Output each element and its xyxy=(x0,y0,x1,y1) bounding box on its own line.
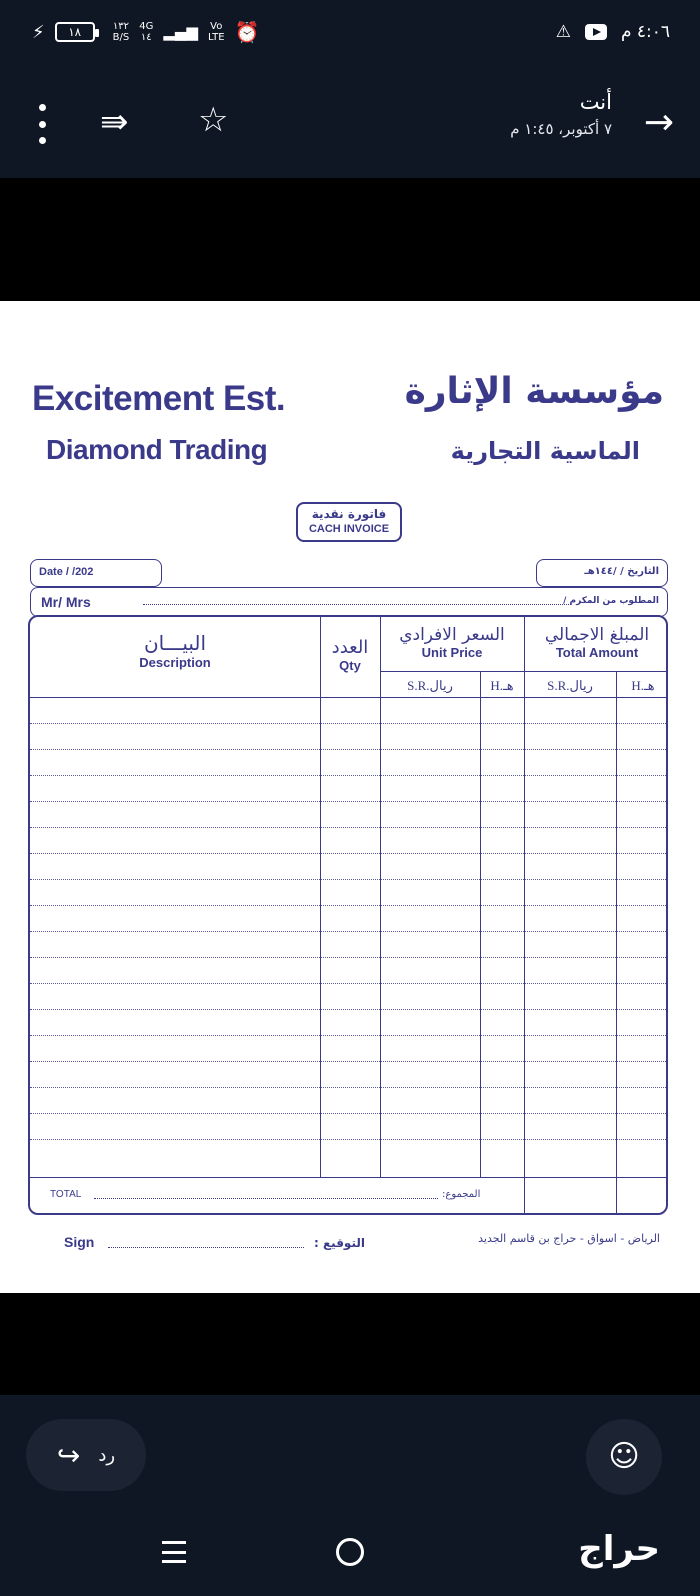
sign-label-en: Sign xyxy=(64,1234,95,1250)
home-icon[interactable] xyxy=(336,1538,364,1566)
battery-level: ١٨ xyxy=(55,22,95,42)
col-unit-price: السعر الافرادي Unit Price xyxy=(399,625,505,660)
brand-subtitle-ar: الماسية التجارية xyxy=(450,437,640,465)
brand-subtitle-en: Diamond Trading xyxy=(46,434,268,465)
unit-h-header: H.هـ xyxy=(490,678,514,693)
total-sr-header: S.R.ريال xyxy=(547,678,593,693)
invoice-table xyxy=(28,615,668,1215)
customer-field xyxy=(30,587,668,617)
col-qty: العدد Qty xyxy=(331,637,369,673)
star-icon[interactable]: ☆ xyxy=(198,100,229,140)
total-h-header: H.هـ xyxy=(631,678,655,693)
date-field-ar: التاريخ / /١٤٤هـ xyxy=(536,559,668,587)
forward-icon[interactable]: ⇛ xyxy=(100,102,129,142)
volte-indicator: Vo LTE xyxy=(207,21,225,43)
reply-label: رد xyxy=(98,1444,116,1466)
viewer-header xyxy=(0,72,700,178)
charging-icon: ⚡ xyxy=(32,21,45,43)
col-total-amount: المبلغ الاجمالي Total Amount xyxy=(544,625,650,660)
address: الرياض - اسواق - حراج بن قاسم الجديد xyxy=(478,1232,660,1245)
battery-indicator xyxy=(55,22,95,42)
sign-label-ar: التوقيع : xyxy=(314,1236,365,1250)
recents-icon[interactable] xyxy=(162,1541,186,1563)
reply-arrow-icon: ↪ xyxy=(56,1438,81,1472)
col-description: البيـــان Description xyxy=(139,631,211,670)
total-label-ar: المجموع: xyxy=(442,1189,481,1200)
brand-name-ar: مؤسسة الإثارة xyxy=(404,371,664,412)
alarm-icon: ⏰ xyxy=(234,20,260,44)
customer-label-ar: المطلوب من المكرم / xyxy=(563,596,659,606)
total-label-en: TOTAL xyxy=(50,1189,82,1200)
sender-name: أنت xyxy=(579,90,612,114)
sender-info xyxy=(510,90,612,138)
notification-icon: ⚠ xyxy=(555,22,571,42)
invoice-image[interactable] xyxy=(0,301,700,1293)
message-date: ٧ أكتوبر، ١:٤٥ م xyxy=(510,120,612,138)
network-speed: ١٣٢ B/S xyxy=(112,21,130,43)
emoji-icon: ☺ xyxy=(608,1439,640,1474)
clock: ٤:٠٦ م xyxy=(620,22,670,42)
date-field-en: Date / /202 xyxy=(30,559,162,587)
status-bar xyxy=(0,0,700,72)
brand-name-en: Excitement Est. xyxy=(32,379,286,418)
network-type: 4G ١٤ xyxy=(139,21,154,43)
add-reaction-button[interactable] xyxy=(586,1419,662,1495)
bottom-bar xyxy=(0,1395,700,1596)
haraj-logo: حراج xyxy=(578,1529,660,1569)
reply-button[interactable] xyxy=(26,1419,146,1491)
more-options-icon[interactable] xyxy=(30,104,54,144)
back-arrow-icon[interactable]: → xyxy=(643,102,674,143)
unit-sr-header: S.R.ريال xyxy=(407,678,453,693)
youtube-icon xyxy=(585,24,607,40)
system-nav-bar xyxy=(0,1519,700,1596)
customer-label-en: Mr/ Mrs xyxy=(41,594,91,610)
signal-icon: ▂▄▆ xyxy=(163,23,198,41)
invoice-type-badge: فاتورة نقدية CACH INVOICE xyxy=(296,502,402,542)
